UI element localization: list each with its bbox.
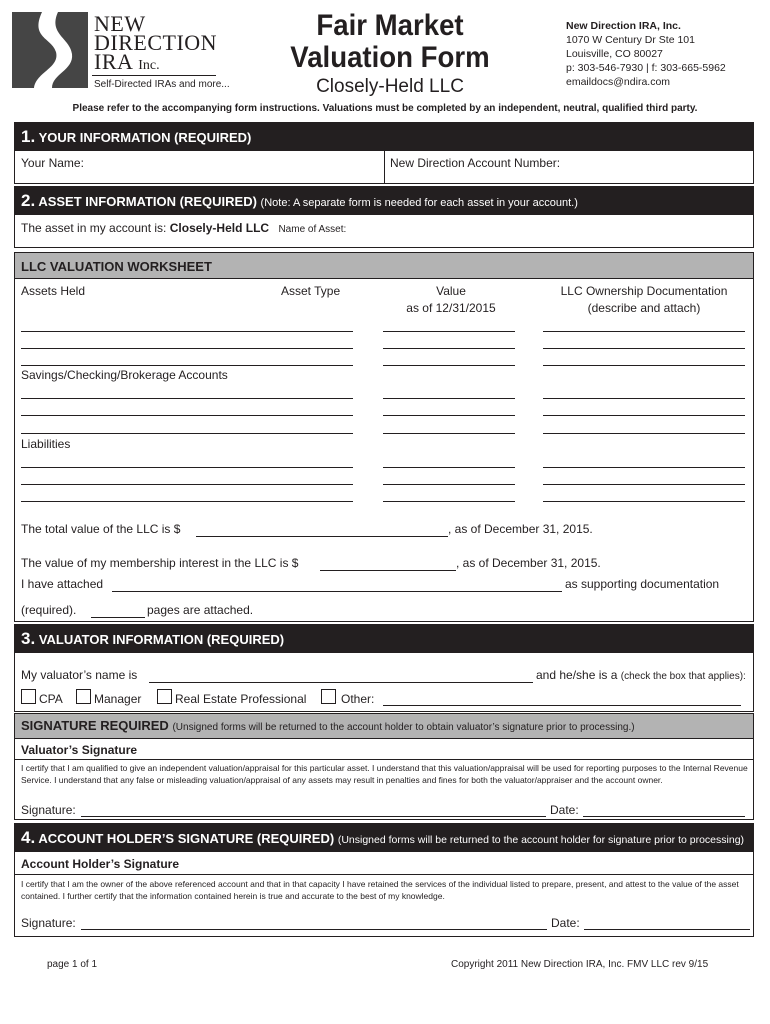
asset-row-1-value-line[interactable] bbox=[383, 331, 515, 332]
manager-checkbox[interactable] bbox=[76, 689, 91, 704]
section1-header bbox=[15, 123, 753, 151]
section-account-holder-signature bbox=[14, 823, 754, 937]
total-value-suffix: , as of December 31, 2015. bbox=[448, 522, 593, 536]
copyright-text: Copyright 2011 New Direction IRA, Inc. FMV LLC rev 9/15 bbox=[451, 959, 709, 970]
account-holder-signature-heading: Account Holder’s Signature bbox=[21, 857, 180, 871]
membership-value-field[interactable] bbox=[320, 570, 456, 571]
attached-prefix: I have attached bbox=[21, 577, 104, 591]
account-holder-signature-label: Signature: bbox=[21, 916, 76, 930]
pages-suffix: pages are attached. bbox=[147, 603, 254, 617]
valuator-name-prefix: My valuator’s name is bbox=[21, 668, 138, 682]
form-title-line1: Fair Market bbox=[316, 9, 464, 42]
account-holder-date-field[interactable] bbox=[584, 929, 750, 930]
total-value-field[interactable] bbox=[196, 536, 448, 537]
liability-row-1-doc-line[interactable] bbox=[543, 467, 745, 468]
logo-divider bbox=[92, 75, 216, 76]
account-number-field[interactable] bbox=[580, 153, 750, 179]
asset-name-label: Name of Asset: bbox=[278, 224, 347, 235]
your-name-field[interactable] bbox=[103, 153, 383, 179]
valuator-name-field[interactable] bbox=[149, 682, 533, 683]
logo-line-ira bbox=[94, 49, 160, 76]
other-checkbox[interactable] bbox=[321, 689, 336, 704]
worksheet-header: LLC VALUATION WORKSHEET bbox=[14, 252, 754, 279]
other-label: Other: bbox=[341, 692, 375, 706]
valuator-name-suffix bbox=[536, 668, 746, 682]
section-asset-information bbox=[14, 186, 754, 248]
valuator-date-field[interactable] bbox=[583, 816, 745, 817]
section4-note: (Unsigned forms will be returned to the account holder for signature prior to processing) bbox=[337, 834, 745, 846]
section3-title: VALUATOR INFORMATION (REQUIRED) bbox=[38, 632, 285, 647]
page-number: page 1 of 1 bbox=[47, 959, 98, 970]
signature-required-note: (Unsigned forms will be returned to the account holder to obtain valuator’s signature prior to processing.) bbox=[172, 722, 635, 733]
valuator-signature-field[interactable] bbox=[81, 816, 546, 817]
logo-mark bbox=[12, 12, 88, 88]
logo-inc-text: Inc. bbox=[138, 58, 160, 73]
valuator-date-label: Date: bbox=[550, 803, 579, 817]
form-title-line2: Valuation Form bbox=[290, 41, 490, 74]
check-box-note: (check the box that applies): bbox=[620, 671, 746, 682]
form-subtitle: Closely-Held LLC bbox=[316, 76, 464, 97]
savings-row-2-line[interactable] bbox=[21, 415, 353, 416]
asset-row-3-line[interactable] bbox=[21, 365, 353, 366]
asset-prefix: The asset in my account is: bbox=[21, 221, 167, 235]
valuator-signature-heading: Valuator’s Signature bbox=[21, 743, 138, 757]
section4-title: ACCOUNT HOLDER’S SIGNATURE (REQUIRED) bbox=[38, 831, 335, 846]
cpa-checkbox[interactable] bbox=[21, 689, 36, 704]
logo-line-direction: DIRECTION bbox=[94, 30, 218, 55]
logo-line-new: NEW bbox=[94, 11, 146, 36]
asset-row-1-doc-line[interactable] bbox=[543, 331, 745, 332]
required-note: (required). bbox=[21, 603, 77, 617]
asset-row-1-line[interactable] bbox=[21, 331, 353, 332]
cpa-label: CPA bbox=[39, 692, 63, 706]
liability-row-3-value-line[interactable] bbox=[383, 501, 515, 502]
section3-header bbox=[15, 625, 753, 653]
savings-row-3-doc-line[interactable] bbox=[543, 433, 745, 434]
savings-row-2-value-line[interactable] bbox=[383, 415, 515, 416]
savings-row-3-line[interactable] bbox=[21, 433, 353, 434]
section1-divider bbox=[384, 151, 385, 184]
liability-row-1-value-line[interactable] bbox=[383, 467, 515, 468]
signature-required-title: SIGNATURE REQUIRED bbox=[21, 718, 169, 733]
account-number-label: New Direction Account Number: bbox=[390, 156, 561, 170]
company-phone: p: 303-546-7930 | f: 303-665-5962 bbox=[566, 62, 726, 74]
valuator-certification-text: I certify that I am qualified to give an independent valuation/appraisal for this particular asset. I understand that this valuation/appraisal will be used for reporting purposes to the Internal Revenue Service. I understand that any false or misleading valuation/appraisal of any assets may result in penalties and fines for both the valuator/appraiser and the account owner. bbox=[21, 763, 748, 785]
liability-row-3-line[interactable] bbox=[21, 501, 353, 502]
col-value-date: as of 12/31/2015 bbox=[406, 301, 496, 315]
account-holder-certification-text: I certify that I am the owner of the above referenced account and that in that capacity I have retained the services of the individual listed to prepare, present, and attest to the value of the asset contained. I further certify that the information contained herein is true and accurate to the best of my knowledge. bbox=[21, 879, 739, 901]
asset-row-2-line[interactable] bbox=[21, 348, 353, 349]
asset-row-3-doc-line[interactable] bbox=[543, 365, 745, 366]
liability-row-1-line[interactable] bbox=[21, 467, 353, 468]
section1-title: YOUR INFORMATION (REQUIRED) bbox=[38, 130, 252, 145]
valuator-role-prefix: and he/she is a bbox=[536, 668, 618, 682]
liability-row-2-line[interactable] bbox=[21, 484, 353, 485]
col-assets-held: Assets Held bbox=[21, 284, 86, 298]
other-field[interactable] bbox=[383, 705, 741, 706]
section1-number: 1. bbox=[21, 127, 36, 146]
section-your-information bbox=[14, 122, 754, 184]
col-value: Value bbox=[436, 284, 466, 298]
col-ownership-doc: LLC Ownership Documentation bbox=[560, 284, 728, 298]
attached-doc-field[interactable] bbox=[112, 591, 562, 592]
savings-row-3-value-line[interactable] bbox=[383, 433, 515, 434]
membership-value-suffix: , as of December 31, 2015. bbox=[456, 556, 601, 570]
savings-row-1-line[interactable] bbox=[21, 398, 353, 399]
valuator-signature-label: Signature: bbox=[21, 803, 76, 817]
liability-row-3-doc-line[interactable] bbox=[543, 501, 745, 502]
logo-ira-text: IRA bbox=[94, 49, 133, 74]
col-ownership-doc-note: (describe and attach) bbox=[587, 301, 701, 315]
manager-label: Manager bbox=[94, 692, 142, 706]
section4-header bbox=[15, 824, 753, 852]
account-holder-signature-field[interactable] bbox=[81, 929, 547, 930]
total-value-prefix: The total value of the LLC is $ bbox=[21, 522, 181, 536]
liability-row-2-value-line[interactable] bbox=[383, 484, 515, 485]
section2-note: (Note: A separate form is needed for each asset in your account.) bbox=[260, 197, 578, 209]
liability-row-2-doc-line[interactable] bbox=[543, 484, 745, 485]
real-estate-label: Real Estate Professional bbox=[175, 692, 307, 706]
asset-type-value: Closely-Held LLC bbox=[169, 221, 270, 235]
section3-number: 3. bbox=[21, 629, 36, 648]
asset-line bbox=[21, 221, 346, 235]
real-estate-checkbox[interactable] bbox=[157, 689, 172, 704]
attached-suffix: as supporting documentation bbox=[565, 577, 720, 591]
section4-number: 4. bbox=[21, 828, 36, 847]
company-address1: 1070 W Century Dr Ste 101 bbox=[566, 34, 695, 46]
signature-required-header bbox=[15, 714, 753, 738]
liabilities-label: Liabilities bbox=[21, 437, 71, 451]
section-valuator-information bbox=[14, 624, 754, 712]
section2-title: ASSET INFORMATION (REQUIRED) bbox=[38, 194, 257, 209]
savings-row-1-doc-line[interactable] bbox=[543, 398, 745, 399]
company-address2: Louisville, CO 80027 bbox=[566, 48, 663, 60]
pages-count-field[interactable] bbox=[91, 617, 145, 618]
your-name-label: Your Name: bbox=[21, 156, 84, 170]
col-asset-type: Asset Type bbox=[281, 284, 341, 298]
account-holder-date-label: Date: bbox=[551, 916, 580, 930]
asset-row-3-value-line[interactable] bbox=[383, 365, 515, 366]
section2-number: 2. bbox=[21, 191, 36, 210]
savings-row-1-value-line[interactable] bbox=[383, 398, 515, 399]
logo-tagline: Self-Directed IRAs and more... bbox=[94, 79, 230, 90]
asset-name-field[interactable] bbox=[375, 217, 745, 243]
section2-header bbox=[15, 187, 753, 215]
asset-row-2-doc-line[interactable] bbox=[543, 348, 745, 349]
section-signature-required bbox=[14, 713, 754, 820]
savings-row-2-doc-line[interactable] bbox=[543, 415, 745, 416]
savings-accounts-label: Savings/Checking/Brokerage Accounts bbox=[21, 368, 228, 382]
form-instructions: Please refer to the accompanying form instructions. Valuations must be completed by an independent, neutral, qualified third party. bbox=[72, 103, 698, 114]
company-name: New Direction IRA, Inc. bbox=[566, 20, 681, 32]
worksheet-body bbox=[14, 279, 754, 622]
asset-row-2-value-line[interactable] bbox=[383, 348, 515, 349]
road-icon bbox=[12, 12, 88, 88]
company-email: emaildocs@ndira.com bbox=[566, 76, 671, 88]
membership-value-prefix: The value of my membership interest in the LLC is $ bbox=[21, 556, 299, 570]
